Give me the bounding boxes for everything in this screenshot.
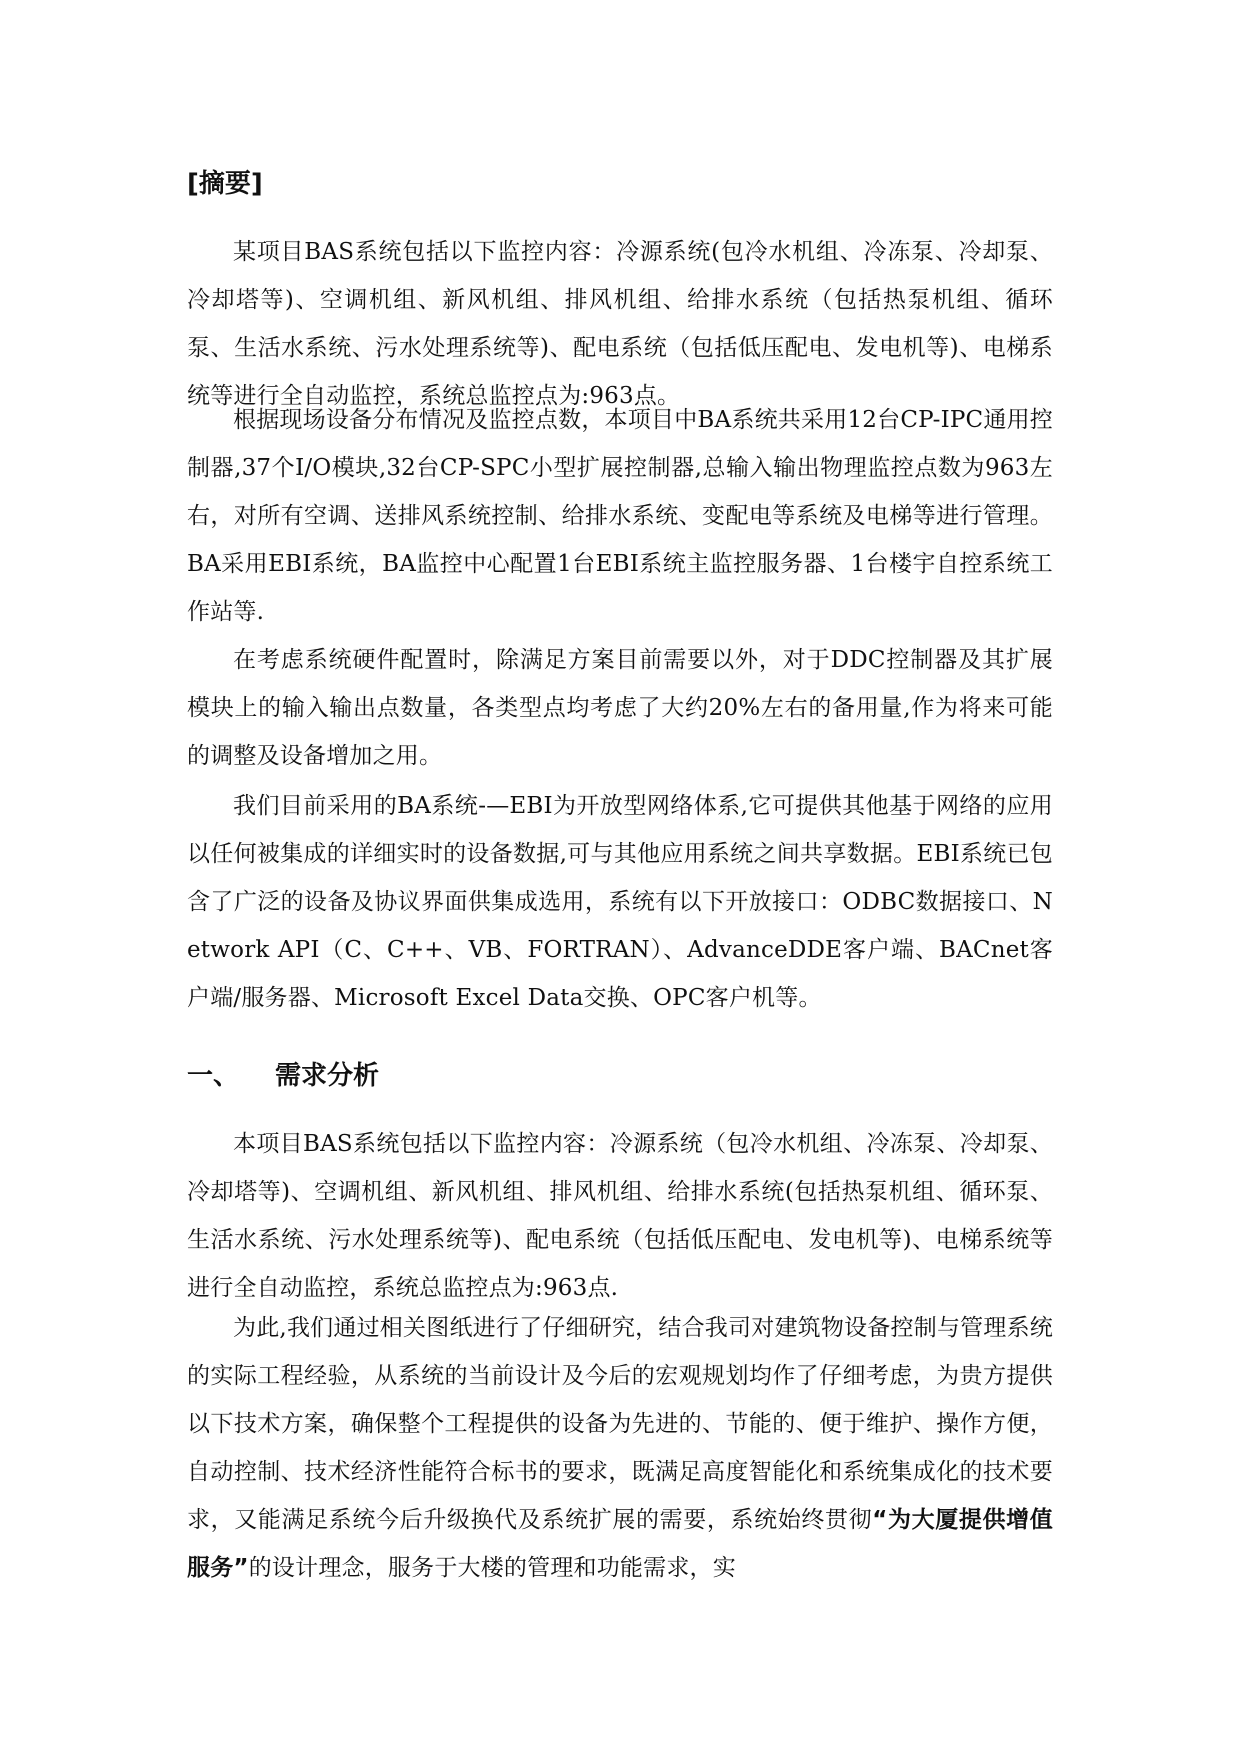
section-number: 一、 [187, 1061, 240, 1091]
abstract-paragraph-4: 我们目前采用的BA系统-—EBI为开放型网络体系,它可提供其他基于网络的应用以任何被集成的详细实时的设备数据,可与其他应用系统之间共享数据。EBI系统已包含了广泛的设备及协议界面供集成选用，系统有以下开放接口：ODBC数据接口、Network API（C、C++、VB、FORTRAN）、AdvanceDDE客户端、BACnet客户端/服务器、Microsoft Excel Data交换、OPC客户机等。 [187, 793, 1053, 1011]
design-concept-emphasis: “为大厦提供增值服务” [187, 1507, 1053, 1581]
section-heading [187, 1060, 379, 1092]
requirements-paragraph-2 [187, 1304, 1053, 1592]
abstract-paragraph-3: 在考虑系统硬件配置时，除满足方案目前需要以外，对于DDC控制器及其扩展模块上的输入输出点数量，各类型点均考虑了大约20%左右的备用量,作为将来可能的调整及设备增加之用。 [187, 647, 1053, 769]
abstract-paragraph-1: 某项目BAS系统包括以下监控内容：冷源系统(包冷水机组、冷冻泵、冷却泵、冷却塔等)、空调机组、新风机组、排风机组、给排水系统（包括热泵机组、循环泵、生活水系统、污水处理系统等)、配电系统（包括低压配电、发电机等)、电梯系统等进行全自动监控，系统总监控点为:963点。 [187, 239, 1053, 409]
paragraph-text-continued: 的设计理念，服务于大楼的管理和功能需求，实 [248, 1555, 736, 1581]
abstract-paragraph-2: 根据现场设备分布情况及监控点数，本项目中BA系统共采用12台CP-IPC通用控制器,37个I/O模块,32台CP-SPC小型扩展控制器,总输入输出物理监控点数为963左右，对所有空调、送排风系统控制、给排水系统、变配电等系统及电梯等进行管理。BA采用EBI系统，BA监控中心配置1台EBI系统主监控服务器、1台楼宇自控系统工作站等. [187, 407, 1053, 625]
abstract-heading: [摘要] [187, 169, 263, 199]
requirements-paragraph-1: 本项目BAS系统包括以下监控内容：冷源系统（包冷水机组、冷冻泵、冷却泵、冷却塔等)、空调机组、新风机组、排风机组、给排水系统(包括热泵机组、循环泵、生活水系统、污水处理系统等)、配电系统（包括低压配电、发电机等)、电梯系统等进行全自动监控，系统总监控点为:963点. [187, 1131, 1053, 1301]
section-title: 需求分析 [275, 1061, 380, 1091]
paragraph-text: 为此,我们通过相关图纸进行了仔细研究，结合我司对建筑物设备控制与管理系统的实际工程经验，从系统的当前设计及今后的宏观规划均作了仔细考虑，为贵方提供以下技术方案，确保整个工程提供的设备为先进的、节能的、便于维护、操作方便，自动控制、技术经济性能符合标书的要求，既满足高度智能化和系统集成化的技术要求，又能满足系统今后升级换代及系统扩展的需要，系统始终贯彻 [187, 1315, 1053, 1533]
document-page [187, 0, 1053, 1754]
